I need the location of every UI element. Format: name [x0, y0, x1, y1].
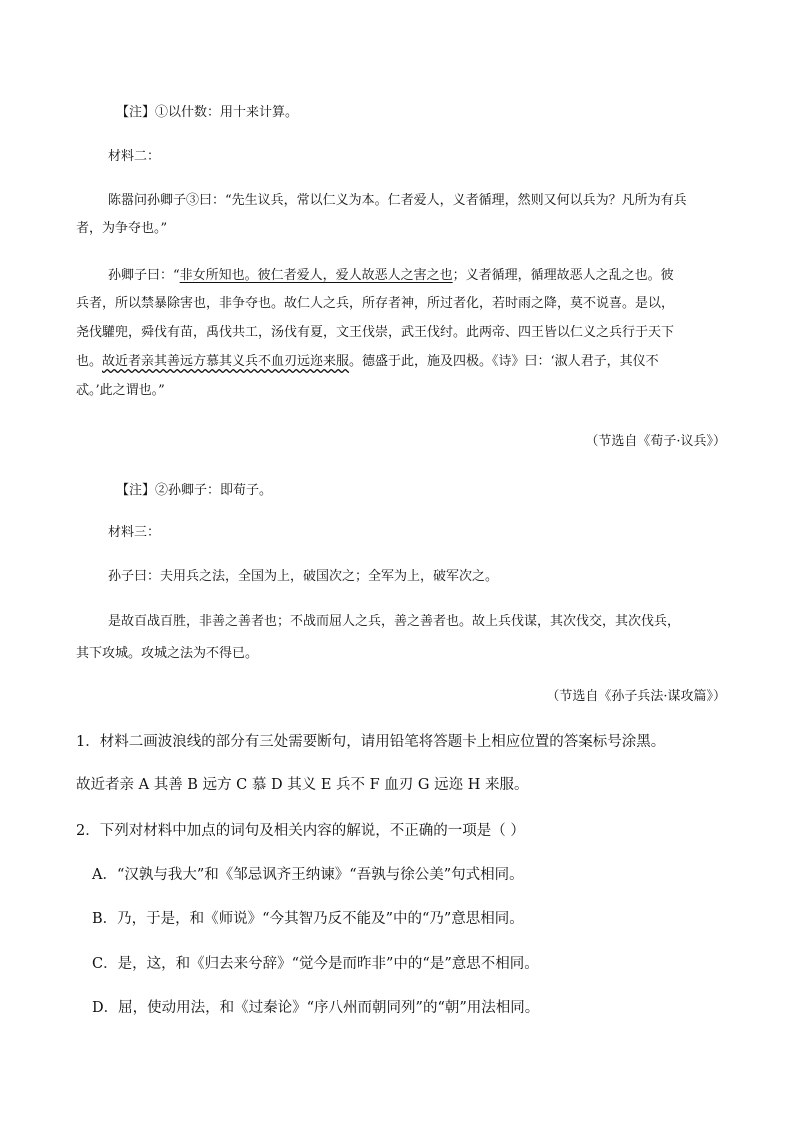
material2-title: 材料二：: [108, 149, 161, 164]
option-d: D．屈，使动用法，和《过秦论》“序八州而朝同列”的“朝”用法相同。: [92, 1000, 540, 1016]
question-2: 2．下列对材料中加点的词句及相关内容的解说，不正确的一项是（ ）: [76, 823, 525, 839]
material3-paragraph2-line2: 其下攻城。攻城之法为不得已。: [76, 646, 259, 661]
material3-paragraph1: 孙子曰：夫用兵之法，全国为上，破国次之；全军为上，破军次之。: [108, 569, 499, 584]
material3-source: （节选自《孙子兵法·谋攻篇》）: [546, 689, 726, 704]
question-1: 1．材料二画波浪线的部分有三处需要断句，请用铅笔将答题卡上相应位置的答案标号涂黑。: [76, 734, 666, 750]
material2-paragraph2-line1: [108, 267, 674, 285]
material1-note: 【注】①以什数：用十来计算。: [116, 105, 299, 120]
option-c: C．是，这，和《归去来兮辞》“觉今是而昨非”中的“是”意思不相同。: [92, 956, 539, 972]
material2-paragraph1-line1: 陈嚣问孙卿子③曰：“先生议兵，常以仁义为本。仁者爱人，义者循理，然则又何以兵为？凡所为有兵: [108, 193, 687, 208]
material2-paragraph1-line2: 者，为争夺也。”: [76, 221, 168, 236]
text-span: 。德盛于此，施及四极。《诗》曰：‘淑人君子，其仪不: [349, 354, 659, 369]
option-a: A．“汉孰与我大”和《邹忌讽齐王纳谏》“吾孰与徐公美”句式相同。: [92, 867, 524, 883]
material2-note: 【注】②孙卿子：即荀子。: [116, 483, 273, 498]
underlined-text: 非女所知也。彼仁者爱人，爱人故恶人之害之也: [179, 268, 453, 283]
question-1-sentence: 故近者亲 A 其善 B 远方 C 慕 D 其义 E 兵不 F 血刃 G 远迩 H 来服。: [76, 777, 529, 793]
wavy-underlined-text: 故近者亲其善远方慕其义兵不血刃远迩来服: [102, 354, 350, 369]
text-span: 孙卿子曰：“: [108, 268, 180, 283]
material2-paragraph2-line3: 尧伐驩兜，舜伐有苗，禹伐共工，汤伐有夏，文王伐崇，武王伐纣。此两帝、四王皆以仁义之兵行于天下: [76, 325, 675, 340]
material3-title: 材料三：: [108, 525, 161, 540]
material2-paragraph2-line5: 忒。’此之谓也。”: [76, 383, 165, 398]
text-span: ；义者循理，循理故恶人之乱之也。彼: [452, 268, 674, 283]
text-span: 也。: [76, 354, 103, 369]
option-b: B．乃，于是，和《师说》“今其智乃反不能及”中的“乃”意思相同。: [92, 911, 524, 927]
material2-paragraph2-line4: [76, 353, 659, 371]
material3-paragraph2-line1: 是故百战百胜，非善之善者也；不战而屈人之兵，善之善者也。故上兵伐谋，其次伐交，其次伐兵，: [108, 614, 681, 629]
material2-paragraph2-line2: 兵者，所以禁暴除害也，非争夺也。故仁人之兵，所存者神，所过者化，若时雨之降，莫不说喜。是以，: [76, 296, 675, 311]
material2-source: （节选自《荀子·议兵》）: [585, 434, 726, 449]
